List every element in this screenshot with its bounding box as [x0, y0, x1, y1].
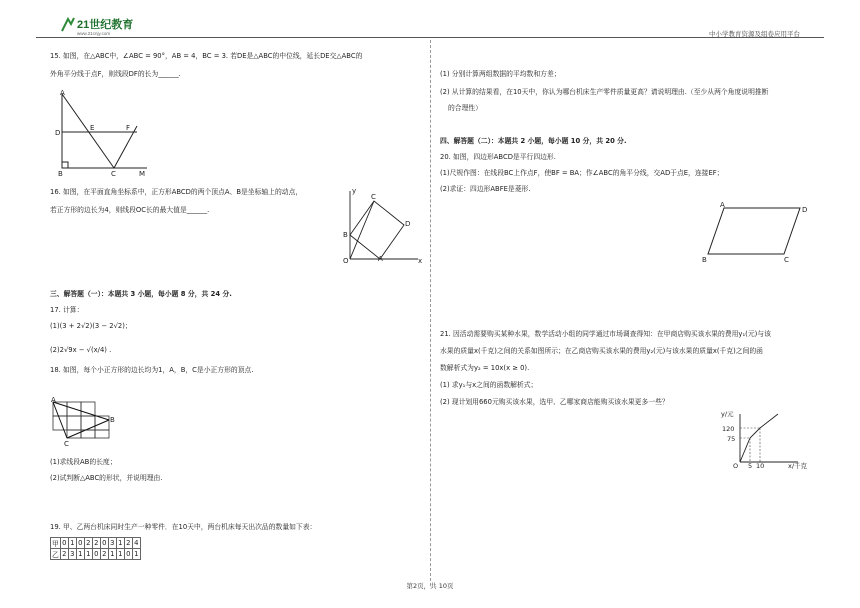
label-M: M	[139, 170, 146, 178]
figure-15	[52, 88, 152, 178]
section-3-heading: 三、解答题（一）：本题共 3 小题，每小题 8 分，共 24 分.	[50, 290, 232, 298]
header-divider	[36, 37, 824, 38]
q17-part1: (1)(3 + 2√2)(3 − 2√2)；	[50, 322, 132, 330]
column-divider	[430, 40, 431, 586]
defects-table	[50, 537, 141, 560]
q21-line1: 21. 因活动需要购买某种水果，数学活动小组的同学通过市场调查得知：在甲商店购买该水果的费用y₁(元)与该	[440, 330, 771, 338]
q16-line1: 16. 如图，在平面直角坐标系中，正方形ABCD的两个顶点A、B是坐标轴上的动点，	[50, 188, 303, 196]
q17-prompt: 17. 计算：	[50, 306, 84, 314]
label-B: B	[702, 256, 707, 264]
label-y: y	[352, 187, 357, 195]
q21-part2: (2) 现计划用660元购买该水果，选甲、乙哪家商店能购买该水果更多一些？	[440, 398, 669, 406]
q19-prompt: 19. 甲、乙两台机床同时生产一种零件．在10天中，两台机床每天出次品的数量如下表：	[50, 523, 317, 531]
q18-part1: (1)求线段AB的长度；	[50, 458, 117, 466]
label-D: D	[405, 220, 411, 228]
q18-part2: (2)试判断△ABC的形状，并说明理由.	[50, 474, 163, 482]
label-B: B	[58, 170, 63, 178]
section-4-heading: 四、解答题（二）：本题共 2 小题，每小题 10 分，共 20 分.	[440, 137, 627, 145]
x-tick-5: 5	[748, 462, 753, 470]
header-platform-text: 中小学教育资源及组卷应用平台	[709, 30, 800, 38]
q15-line2: 外角平分线于点F，则线段DF的长为______.	[50, 70, 181, 78]
figure-20	[700, 200, 812, 264]
label-A: A	[60, 89, 65, 97]
label-C: C	[64, 440, 69, 448]
label-F: F	[126, 124, 131, 132]
label-C: C	[371, 193, 376, 201]
label-C: C	[784, 256, 789, 264]
label-E: E	[90, 124, 95, 132]
q19-part2-line1: (2) 从计算的结果看，在10天中，你认为哪台机床生产零件质量更高？请说明理由.（至少从两个角度说明推断	[440, 88, 769, 96]
label-x: x	[418, 257, 423, 265]
q20-prompt: 20. 如图，四边形ABCD是平行四边形.	[440, 153, 556, 161]
label-O: O	[343, 257, 349, 265]
q20-part1: (1)尺规作图：在线段BC上作点F，使BF = BA；作∠ABC的角平分线，交AD于点E，连接EF；	[440, 169, 724, 177]
q21-line3: 数解析式为y₂ = 10x(x ≥ 0).	[440, 364, 530, 372]
figure-21-graph	[718, 408, 823, 470]
q21-line2: 水果的质量x(千克)之间的关系如图所示；在乙商店购买该水果的费用y₂(元)与该水果的质量x(千克)之间的函	[440, 347, 763, 355]
table-row: 甲 0 1 0 2 2 0 3 1 2 4	[52, 539, 139, 548]
label-C: C	[111, 170, 116, 178]
origin-label: O	[733, 462, 739, 470]
y-tick-120: 120	[722, 425, 735, 433]
figure-16	[338, 185, 428, 265]
y-axis-label: y/元	[721, 410, 734, 418]
q18-prompt: 18. 如图，每个小正方形的边长均为1，A，B，C是小正方形的顶点.	[50, 366, 254, 374]
label-A: A	[378, 255, 383, 263]
logo-text: 21世纪教育	[77, 19, 134, 31]
q21-part1: (1) 求y₁与x之间的函数解析式；	[440, 381, 538, 389]
label-A: A	[51, 396, 56, 404]
x-axis-label: x/千克	[788, 462, 808, 470]
page-footer: 第2页，共 10页	[406, 582, 454, 590]
table-row: 乙 2 3 1 1 0 2 1 1 0 1	[52, 550, 139, 559]
y-tick-75: 75	[727, 435, 736, 443]
label-D: D	[802, 206, 808, 214]
label-D: D	[55, 129, 61, 137]
label-B: B	[110, 416, 115, 424]
q20-part2: (2)求证：四边形ABFE是菱形.	[440, 185, 531, 193]
x-tick-10: 10	[756, 462, 765, 470]
logo-subtext: www.21cnjy.com	[77, 31, 111, 36]
q15-line1: 15. 如图，在△ABC中，∠ABC = 90°，AB = 4，BC = 3. 若DE是△ABC的中位线，延长DE交△ABC的	[50, 52, 363, 60]
q16-line2: 若正方形的边长为4，则线段OC长的最大值是______.	[50, 206, 210, 214]
logo	[60, 15, 140, 37]
label-A: A	[720, 201, 725, 209]
q19-part1: (1) 分别计算两组数据的平均数和方差；	[440, 70, 561, 78]
figure-18	[50, 396, 130, 448]
label-B: B	[343, 231, 348, 239]
q19-part2-line2: 的合理性）	[448, 104, 482, 112]
q17-part2: (2)2√9x − √(x/4) .	[50, 346, 112, 354]
